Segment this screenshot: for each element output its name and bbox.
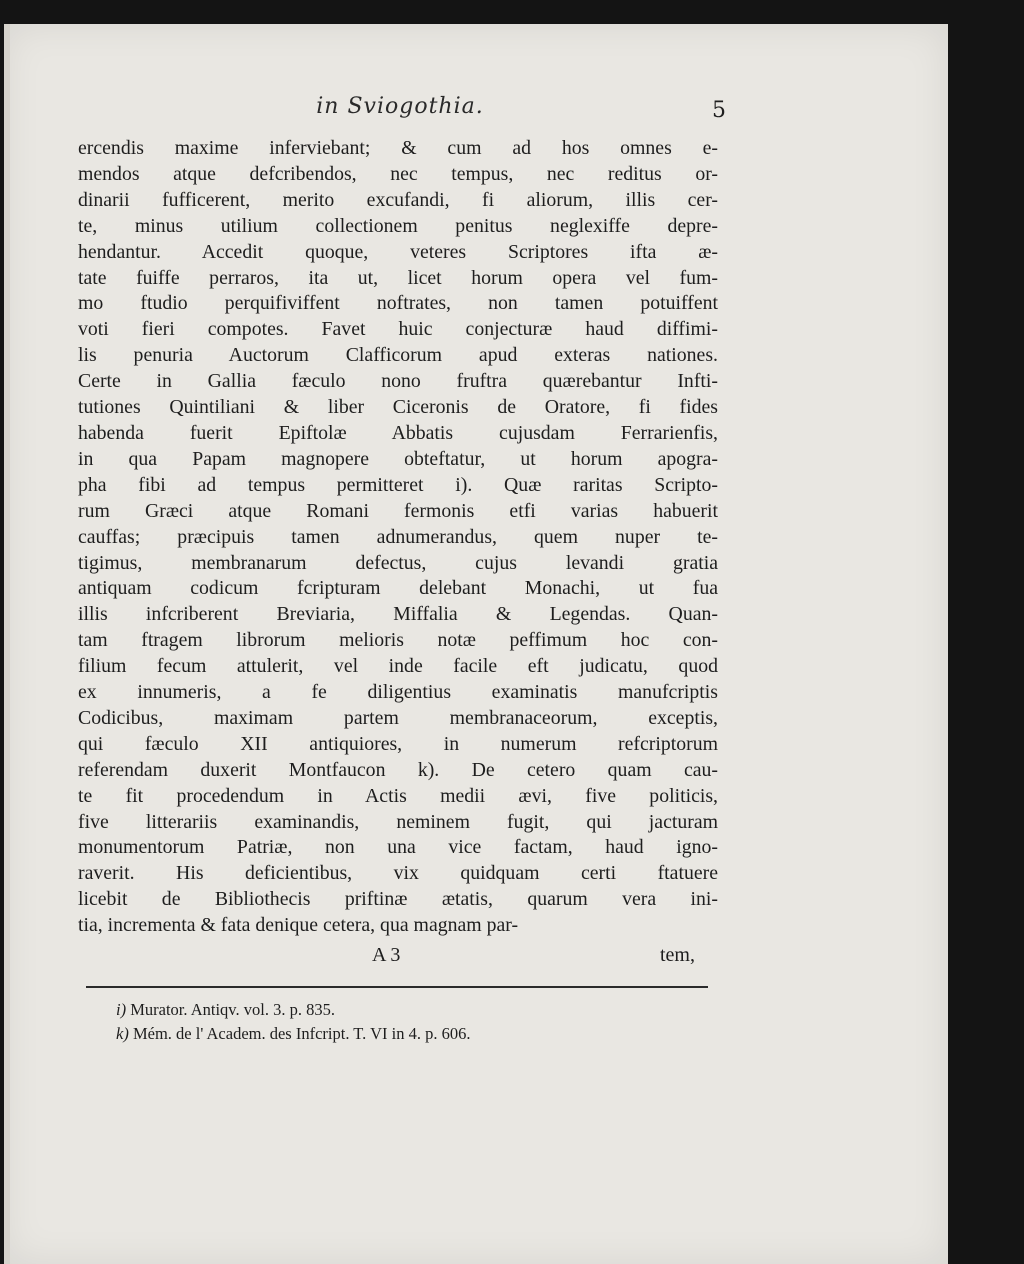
text-line: habenda fuerit Epiftolæ Abbatis cujusdam Ferrarienfis,	[78, 421, 718, 444]
text-line: rum Græci atque Romani fermonis etfi varias habuerit	[78, 499, 718, 522]
text-line: te, minus utilium collectionem penitus neglexiffe depre-	[78, 214, 718, 237]
text-line: Codicibus, maximam partem membranaceorum, exceptis,	[78, 706, 718, 729]
text-line: filium fecum attulerit, vel inde facile eft judicatu, quod	[78, 655, 718, 678]
page-number: 5	[712, 98, 726, 123]
text-line: ercendis maxime inferviebant; & cum ad hos omnes e-	[78, 137, 718, 159]
page-header	[80, 94, 726, 128]
text-line: qui fæculo XII antiquiores, in numerum refcriptorum	[78, 732, 718, 755]
running-title: in Sviogothia.	[316, 94, 484, 119]
text-line: raverit. His deficientibus, vix quidquam certi ftatuere	[78, 862, 718, 885]
footnote-rule	[86, 986, 708, 988]
text-line: licebit de Bibliothecis priftinæ ætatis, quarum vera ini-	[78, 888, 718, 911]
text-line: cauffas; præcipuis tamen adnumerandus, quem nuper te-	[78, 525, 718, 548]
footnote-text: Murator. Antiqv. vol. 3. p. 835.	[130, 1000, 335, 1019]
text-line: mo ftudio perquifiviffent noftrates, non tamen potuiffent	[78, 292, 718, 315]
text-line: tigimus, membranarum defectus, cujus levandi gratia	[78, 551, 718, 574]
text-line: tate fuiffe perraros, ita ut, licet horum opera vel fum-	[78, 266, 718, 289]
footnote	[116, 1022, 716, 1046]
text-line: Certe in Gallia fæculo nono fruftra quærebantur Infti-	[78, 370, 718, 393]
footnote-mark: k)	[116, 1024, 133, 1043]
text-line: mendos atque defcribendos, nec tempus, nec reditus or-	[78, 162, 718, 185]
text-line: hendantur. Accedit quoque, veteres Scriptores ifta æ-	[78, 240, 718, 263]
text-line: pha fibi ad tempus permitteret i). Quæ raritas Scripto-	[78, 473, 718, 496]
text-line: voti fieri compotes. Favet huic conjecturæ haud diffimi-	[78, 318, 718, 341]
footnote	[116, 998, 716, 1022]
text-line: monumentorum Patriæ, non una vice factam, haud igno-	[78, 836, 718, 859]
catchword: tem,	[660, 944, 695, 966]
text-line: in qua Papam magnopere obteftatur, ut horum apogra-	[78, 447, 718, 470]
text-line: five litterariis examinandis, neminem fugit, qui jacturam	[78, 810, 718, 833]
footnotes	[116, 998, 716, 1046]
body-text	[78, 136, 718, 939]
text-line: tutiones Quintiliani & liber Ciceronis de Oratore, fi fides	[78, 396, 718, 419]
text-line: antiquam codicum fcripturam delebant Monachi, ut fua	[78, 577, 718, 600]
text-line: tia, incrementa & fata denique cetera, qua magnam par-	[78, 914, 519, 937]
text-line: lis penuria Auctorum Clafficorum apud exteras nationes.	[78, 344, 718, 367]
footnote-text: Mém. de l' Academ. des Infcript. T. VI in 4. p. 606.	[132, 1024, 471, 1043]
footnote-mark: i)	[116, 1000, 131, 1019]
signature-mark: A 3	[372, 944, 401, 966]
text-line: illis infcriberent Breviaria, Miffalia & Legendas. Quan-	[78, 603, 718, 626]
text-line: referendam duxerit Montfaucon k). De cetero quam cau-	[78, 758, 718, 781]
page-edge	[4, 24, 10, 1264]
text-line: te fit procedendum in Actis medii ævi, five politicis,	[78, 784, 718, 807]
text-line: dinarii fufficerent, merito excufandi, fi aliorum, illis cer-	[78, 188, 718, 211]
text-line: tam ftragem librorum melioris notæ peffimum hoc con-	[78, 629, 718, 652]
text-line: ex innumeris, a fe diligentius examinatis manufcriptis	[78, 681, 718, 704]
